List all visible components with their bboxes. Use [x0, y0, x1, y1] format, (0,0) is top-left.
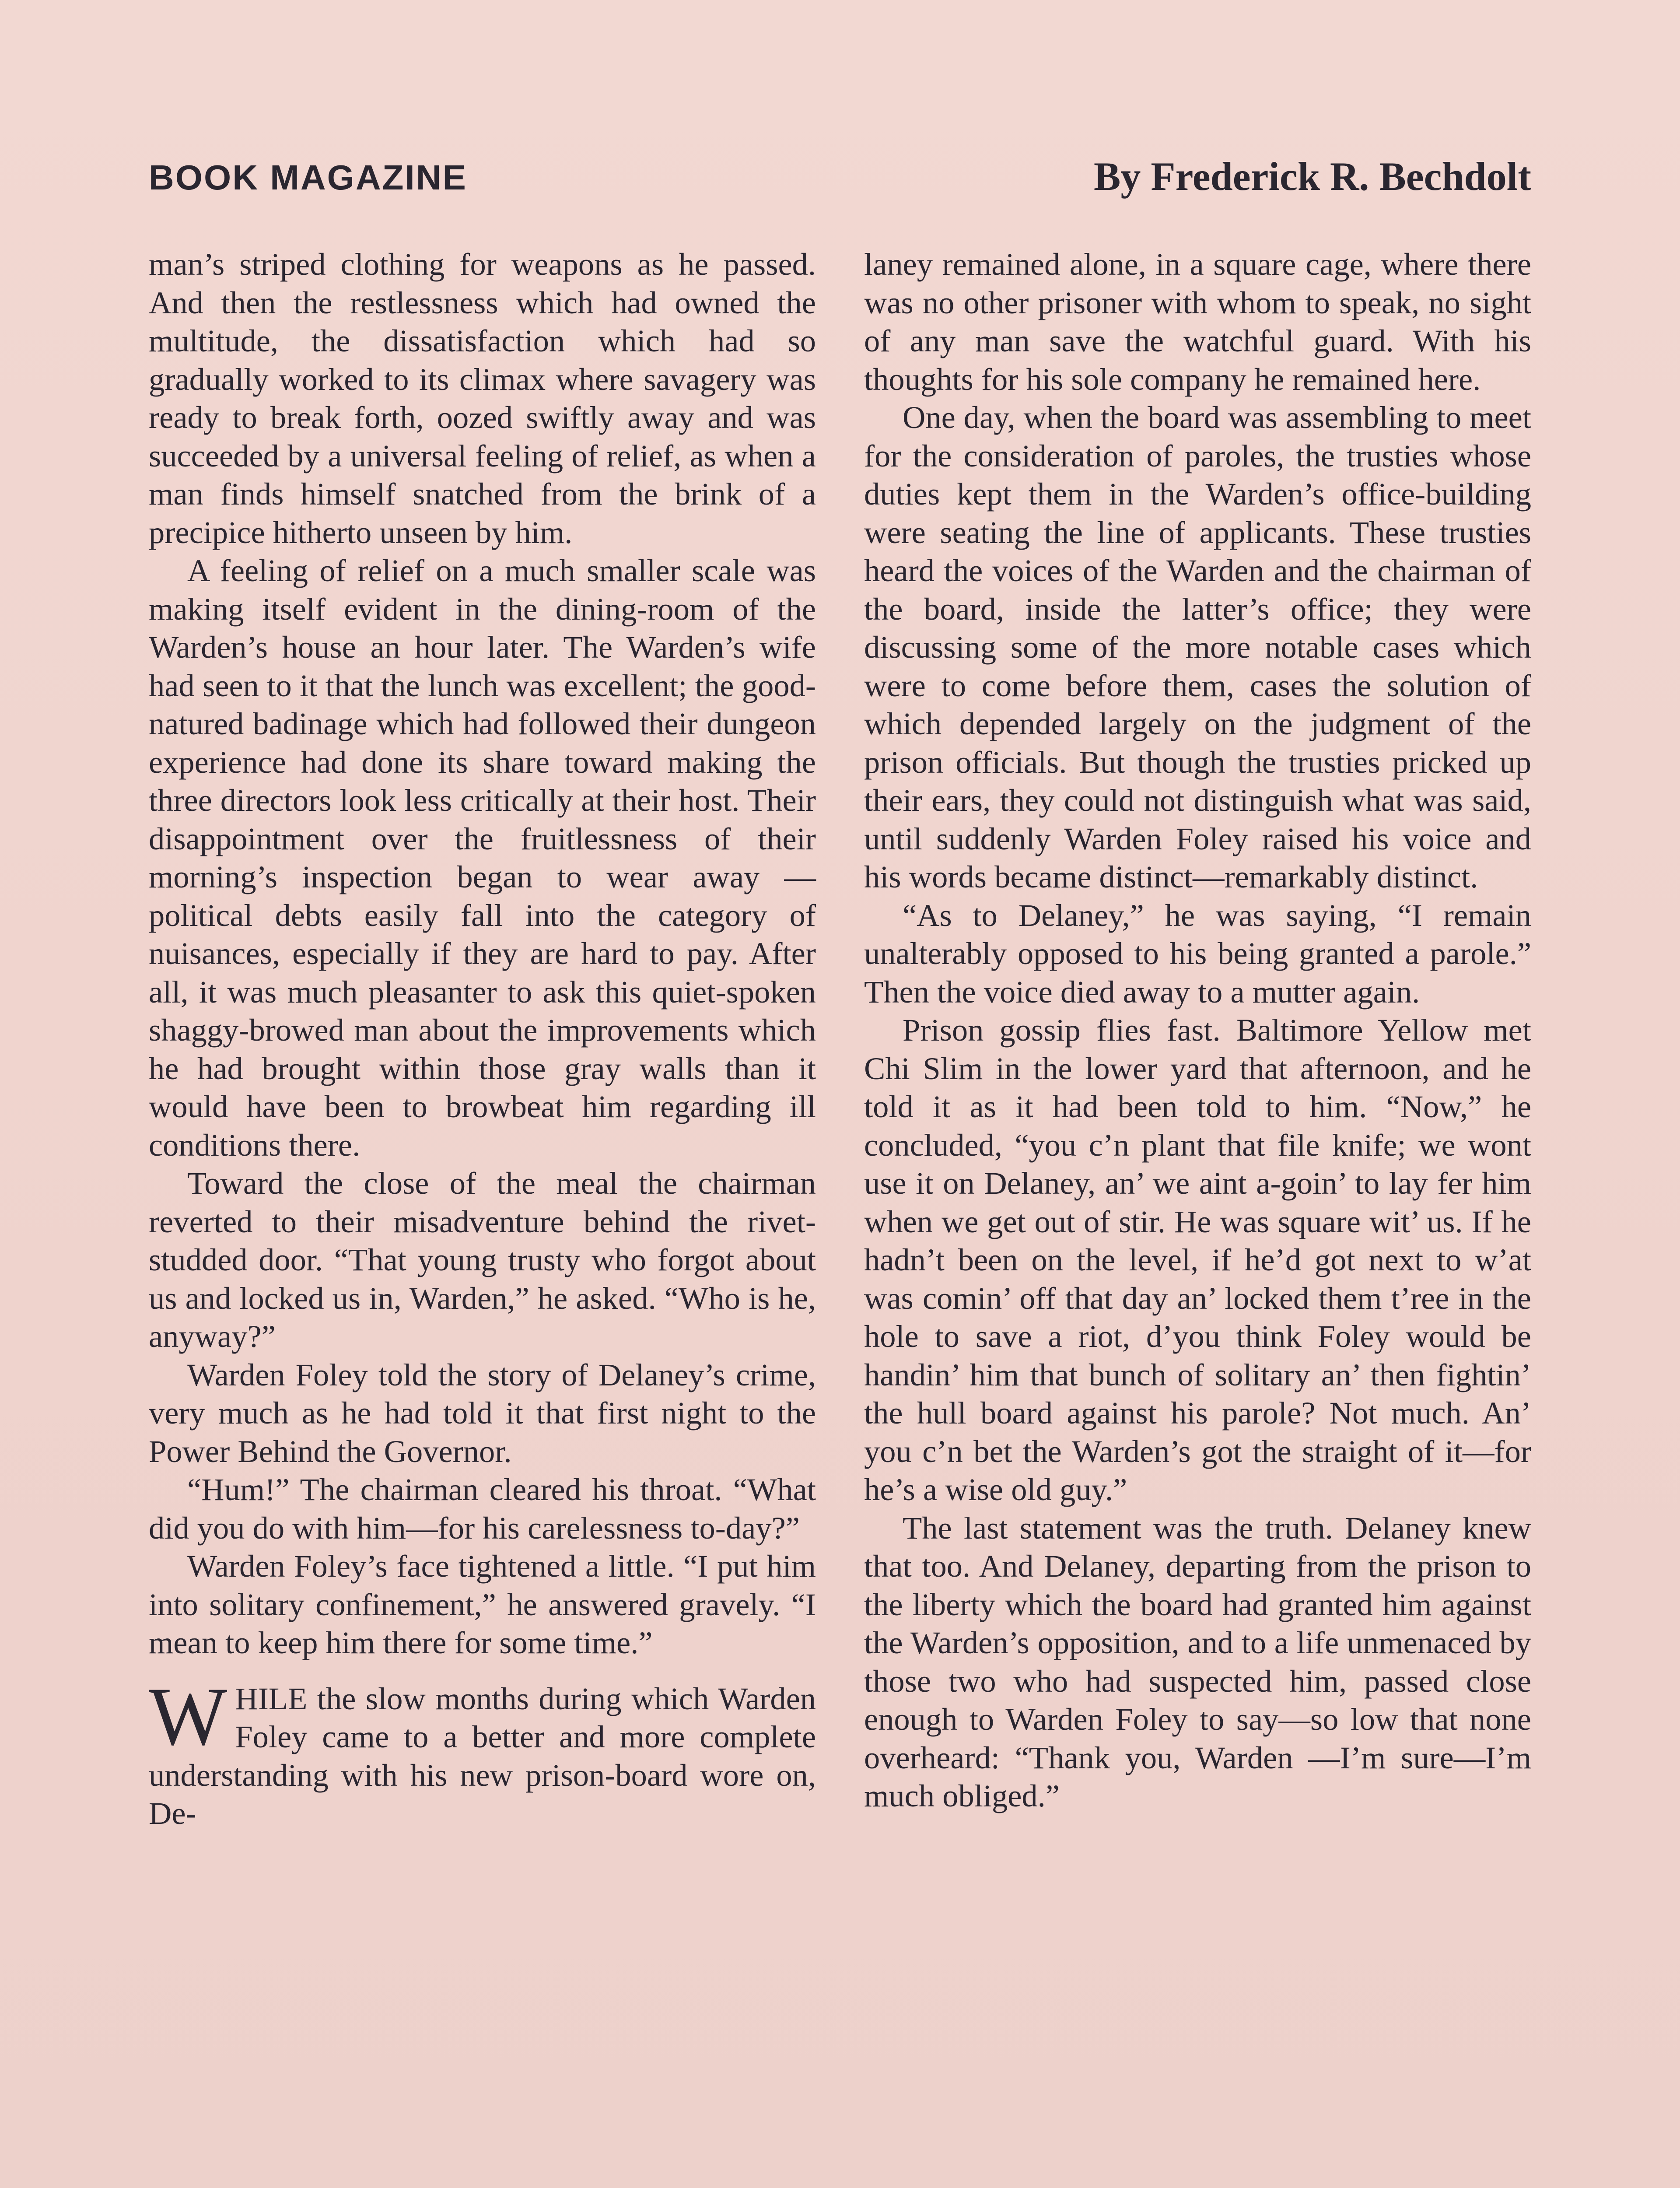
running-head — [149, 153, 1531, 206]
paragraph: “As to Delaney,” he was saying, “I remain unalterably opposed to his being granted a parole.” Then the voice died away to a mutter again. — [864, 897, 1531, 1010]
magazine-title: BOOK MAGAZINE — [149, 158, 467, 197]
paragraph: The last statement was the truth. Delaney knew that too. And Delaney, departing from the prison to the liberty which the board had granted him against the Warden’s opposition, and to a life unmenaced by those two who had suspected him, passed close enough to Warden Foley to say—so low that none overheard: “Thank you, Warden —I’m sure—I’m much obliged.” — [864, 1510, 1531, 1813]
drop-cap: W — [149, 1670, 228, 1763]
paragraph: Toward the close of the meal the chairman reverted to their misadventure behind the rivet-studded door. “That young trusty who forgot about us and locked us in, Warden,” he asked. “Who is he, anyway?” — [149, 1165, 816, 1354]
paragraph: laney remained alone, in a square cage, where there was no other prisoner with whom to speak, no sight of any man save the watchful guard. With his thoughts for his sole company he remained here. — [864, 246, 1531, 397]
paragraph: “Hum!” The chairman cleared his throat. “What did you do with him—for his carelessness to-day?” — [149, 1472, 816, 1546]
paragraph: One day, when the board was assembling to meet for the consideration of paroles, the trusties whose duties kept them in the Warden’s office-building were seating the line of applicants. These trusties heard the voices of the Warden and the chairman of the board, inside the latter’s office; they were discussing some of the more notable cases which were to come before them, cases the solution of which depended largely on the judgment of the prison officials. But though the trusties pricked up their ears, they could not distinguish what was said, until suddenly Warden Foley raised his voice and his words became distinct—remarkably distinct. — [864, 400, 1531, 894]
paragraph: Warden Foley’s face tightened a little. “I put him into solitary confinement,” he answered gravely. “I mean to keep him there for some time.” — [149, 1548, 816, 1660]
paragraph: Warden Foley told the story of Delaney’s crime, very much as he had told it that first night to the Power Behind the Governor. — [149, 1357, 816, 1469]
paragraph: man’s striped clothing for weapons as he passed. And then the restlessness which had owned the multitude, the dissatisfaction which had so gradually worked to its climax where savagery was ready to break forth, oozed swiftly away and was succeeded by a universal feeling of relief, as when a man finds himself snatched from the brink of a precipice hitherto unseen by him. — [149, 246, 816, 550]
paragraph: A feeling of relief on a much smaller scale was making itself evident in the dining-room of the Warden’s house an hour later. The Warden’s wife had seen to it that the lunch was excellent; the good-natured badinage which had followed their dungeon experience had done its share toward making the three directors look less critically at their host. Their disappointment over the fruitlessness of their morning’s inspection began to wear away — political debts easily fall into the category of nuisances, especially if they are hard to pay. After all, it was much pleasanter to ask this quiet-spoken shaggy-browed man about the improvements which he had brought within those gray walls than it would have been to browbeat him regarding ill conditions there. — [149, 553, 816, 1163]
author-byline: By Frederick R. Bechdolt — [1094, 154, 1531, 199]
paragraph-text: HILE the slow months during which Warden Foley came to a better and more complete understanding with his new prison-board wore on, De- — [149, 1680, 816, 1831]
section-paragraph — [149, 1670, 816, 1833]
left-column — [149, 245, 816, 1833]
right-column — [864, 245, 1531, 1815]
paragraph: Prison gossip flies fast. Baltimore Yellow met Chi Slim in the lower yard that afternoon, and he told it as it had been told to him. “Now,” he concluded, “you c’n plant that file knife; we wont use it on Delaney, an’ we aint a-goin’ to lay fer him when we get out of stir. He was square wit’ us. If he hadn’t been on the level, if he’d got next to w’at was comin’ off that day an’ locked them t’ree in the hole to save a riot, d’you think Foley would be handin’ him that bunch of solitary an’ then fightin’ the hull board against his parole? Not much. An’ you c’n bet the Warden’s got the straight of it—for he’s a wise old guy.” — [864, 1012, 1531, 1507]
